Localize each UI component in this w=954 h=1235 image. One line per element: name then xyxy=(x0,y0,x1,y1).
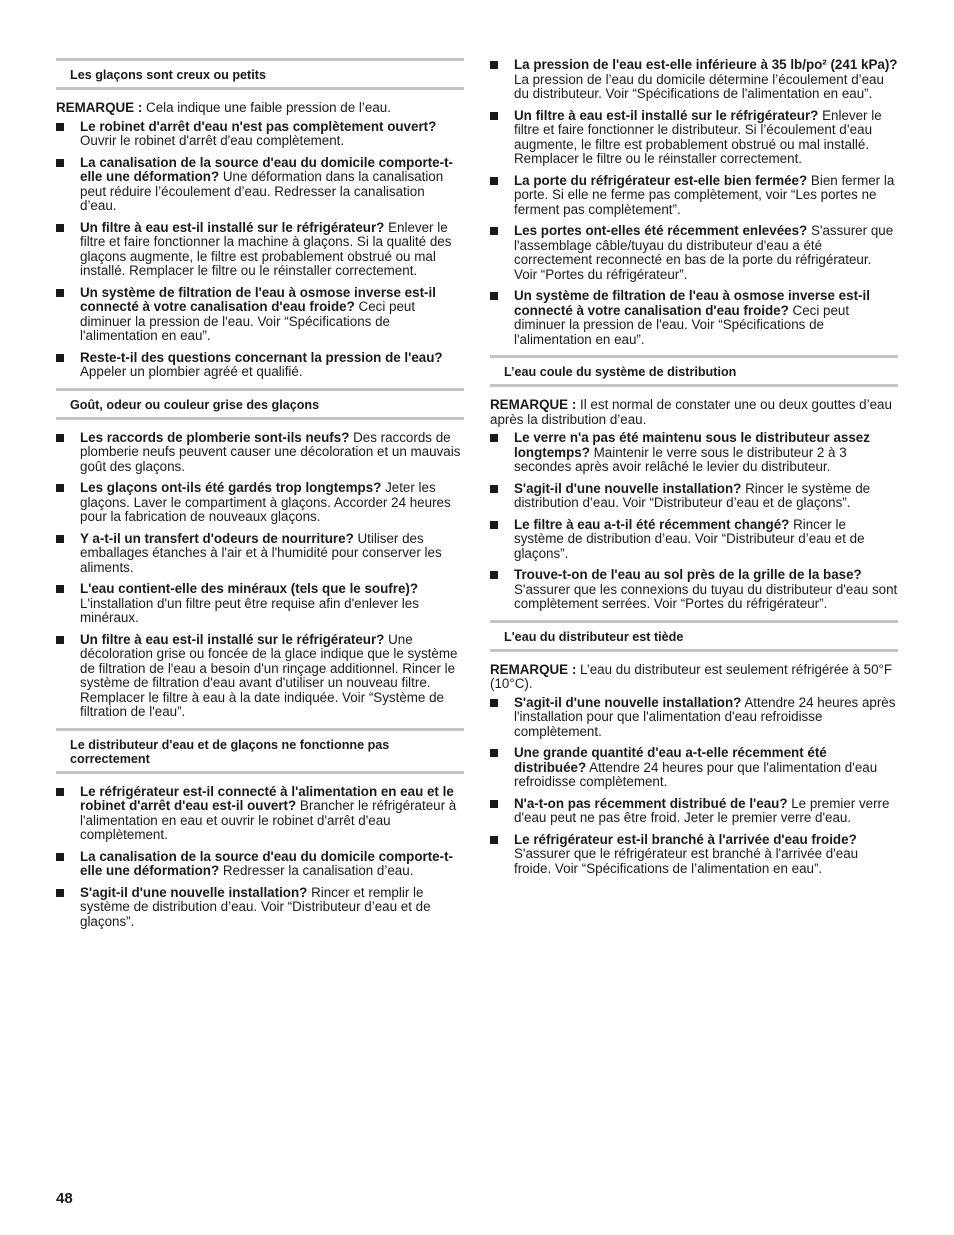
item-answer: Le premier verre d'eau peut ne pas être froid. Jeter le premier verre d'eau. xyxy=(514,795,890,825)
square-bullet-icon xyxy=(56,853,64,861)
item-question: Reste-t-il des questions concernant la pression de l'eau? xyxy=(80,349,443,365)
item-question: Le réfrigérateur est-il connecté à l'alimentation en eau et le robinet d'arrêt d'eau est-il ouvert? xyxy=(80,783,454,813)
item-question: Le réfrigérateur est-il branché à l'arrivée d'eau froide? xyxy=(514,831,857,847)
item-list xyxy=(490,431,898,612)
list-item xyxy=(56,481,464,525)
list-item xyxy=(56,431,464,475)
note-label: REMARQUE : xyxy=(56,100,143,115)
section-water-lukewarm xyxy=(490,620,898,877)
square-bullet-icon xyxy=(56,535,64,543)
item-answer: S'assurer que l'assemblage câble/tuyau du distributeur d'eau a été correctement reconnecté en bas de la porte du réfrigérateur. Voir “Portes du réfrigérateur”. xyxy=(514,223,894,282)
note xyxy=(490,398,898,427)
item-question: La pression de l'eau est-elle inférieure à 35 lb/po² (241 kPa)? xyxy=(514,57,898,72)
item-question: Une grande quantité d'eau a-t-elle récemment été distribuée? xyxy=(514,745,827,775)
item-answer: Ouvrir le robinet d'arrêt d'eau complètement. xyxy=(80,133,345,148)
square-bullet-icon xyxy=(490,699,498,707)
note-label: REMARQUE : xyxy=(490,397,577,412)
note-text: Il est normal de constater une ou deux gouttes d’eau après la distribution d’eau. xyxy=(490,397,892,427)
left-column xyxy=(56,58,464,937)
item-question: Un système de filtration de l'eau à osmose inverse est-il connecté à votre canalisation d'eau froide? xyxy=(80,284,436,314)
section-heading: Le distributeur d'eau et de glaçons ne fonctionne pas correctement xyxy=(56,728,464,774)
list-item xyxy=(490,746,898,790)
square-bullet-icon xyxy=(490,177,498,185)
item-list xyxy=(56,431,464,720)
item-question: Un filtre à eau est-il installé sur le réfrigérateur? xyxy=(80,631,385,647)
square-bullet-icon xyxy=(56,289,64,297)
item-answer: Attendre 24 heures pour que l'alimentation d'eau refroidisse complètement. xyxy=(514,759,878,789)
square-bullet-icon xyxy=(490,485,498,493)
square-bullet-icon xyxy=(56,788,64,796)
item-answer: Utiliser des emballages étanches à l'air et à l'humidité pour conserver les aliments. xyxy=(80,530,442,575)
item-answer: Rincer le système de distribution d’eau. Voir “Distributeur d’eau et de glaçons”. xyxy=(514,516,865,561)
list-item xyxy=(56,633,464,720)
item-answer: Redresser la canalisation d’eau. xyxy=(219,863,414,878)
item-answer: S'assurer que les connexions du tuyau du distributeur d'eau sont complètement serrées. Voir “Portes du réfrigérateur”. xyxy=(514,581,898,611)
item-answer: Attendre 24 heures après l'installation pour que l'alimentation d'eau refroidisse complètement. xyxy=(514,694,896,739)
list-item xyxy=(490,518,898,562)
list-item xyxy=(490,174,898,218)
item-answer: Rincer et remplir le système de distribution d’eau. Voir “Distributeur d’eau et de glaçons”. xyxy=(80,884,431,929)
square-bullet-icon xyxy=(490,571,498,579)
item-question: Un filtre à eau est-il installé sur le réfrigérateur? xyxy=(514,107,819,123)
item-answer: Rincer le système de distribution d’eau. Voir “Distributeur d’eau et de glaçons”. xyxy=(514,480,871,510)
right-column xyxy=(490,58,898,884)
list-item xyxy=(56,221,464,279)
item-answer: Une déformation dans la canalisation peut réduire l’écoulement d’eau. Redresser la canalisation d’eau. xyxy=(80,169,444,213)
square-bullet-icon xyxy=(490,836,498,844)
item-answer: Ceci peut diminuer la pression de l'eau. Voir “Spécifications de l'alimentation en eau”. xyxy=(514,302,850,347)
item-answer: Enlever le filtre et faire fonctionner le distributeur. Si l’écoulement d’eau augmente, le filtre est probablement obstrué ou mal installé. Remplacer le filtre ou le réinstaller correctement. xyxy=(514,107,882,166)
list-item xyxy=(490,696,898,740)
note-text: Cela indique une faible pression de l’eau. xyxy=(142,100,391,115)
section-dispenser-not-working-continued xyxy=(490,58,898,347)
item-answer: Appeler un plombier agréé et qualifié. xyxy=(80,364,303,379)
note xyxy=(56,101,464,116)
item-question: S'agit-il d'une nouvelle installation? xyxy=(80,884,308,900)
item-question: Un filtre à eau est-il installé sur le réfrigérateur? xyxy=(80,219,385,235)
item-answer: L'installation d'un filtre peut être requise afin d'enlever les minéraux. xyxy=(80,595,419,625)
item-list xyxy=(56,785,464,930)
note xyxy=(490,663,898,692)
list-item xyxy=(490,58,898,102)
list-item xyxy=(490,289,898,347)
section-heading: Les glaçons sont creux ou petits xyxy=(56,58,464,90)
item-question: Les raccords de plomberie sont-ils neufs? xyxy=(80,429,350,445)
item-question: N'a-t-on pas récemment distribué de l'eau? xyxy=(514,795,788,811)
section-heading: L'eau du distributeur est tiède xyxy=(490,620,898,652)
item-question: La porte du réfrigérateur est-elle bien fermée? xyxy=(514,172,808,188)
item-answer: S'assurer que le réfrigérateur est branché à l'arrivée d'eau froide. Voir “Spécifications de l’alimentation en eau”. xyxy=(514,846,859,876)
square-bullet-icon xyxy=(56,585,64,593)
square-bullet-icon xyxy=(56,224,64,232)
list-item xyxy=(56,850,464,879)
list-item xyxy=(56,886,464,930)
item-question: Les portes ont-elles été récemment enlevées? xyxy=(514,223,808,238)
item-question: Trouve-t-on de l'eau au sol près de la grille de la base? xyxy=(514,567,862,582)
list-item xyxy=(490,431,898,475)
square-bullet-icon xyxy=(490,61,498,69)
item-answer: Brancher le réfrigérateur à l'alimentation en eau et ouvrir le robinet d'arrêt d'eau complètement. xyxy=(80,798,457,842)
square-bullet-icon xyxy=(56,123,64,131)
section-heading: L’eau coule du système de distribution xyxy=(490,355,898,387)
list-item xyxy=(56,582,464,626)
item-question: S'agit-il d'une nouvelle installation? xyxy=(514,694,742,710)
item-answer: Une décoloration grise ou foncée de la glace indique que le système de filtration de l'eau a besoin d'un rinçage additionnel. Rincer le système de filtration d'eau avant d'utiliser un nouveau filtre. Remplacer le filtre à eau à la date indiquée. Voir “Système de filtration de l'eau”. xyxy=(80,631,458,719)
item-question: Le filtre à eau a-t-il été récemment changé? xyxy=(514,516,790,532)
square-bullet-icon xyxy=(56,484,64,492)
item-answer: Ceci peut diminuer la pression de l'eau. Voir “Spécifications de l'alimentation en eau”. xyxy=(80,299,416,343)
item-list xyxy=(56,120,464,380)
item-answer: Enlever le filtre et faire fonctionner la machine à glaçons. Si la qualité des glaçons augmente, le filtre est probablement obstrué ou mal installé. Remplacer le filtre ou le réinstaller correctement. xyxy=(80,219,452,278)
page-number: 48 xyxy=(56,1190,73,1207)
list-item xyxy=(56,120,464,149)
item-answer: Maintenir le verre sous le distributeur 2 à 3 secondes après avoir relâché le levier du distributeur. xyxy=(514,444,847,474)
item-answer: La pression de l’eau du domicile détermine l’écoulement d’eau du distributeur. Voir “Spécifications de l'alimentation en eau”. xyxy=(514,71,884,101)
item-question: Y a-t-il un transfert d'odeurs de nourriture? xyxy=(80,530,354,546)
item-question: La canalisation de la source d'eau du domicile comporte-t-elle une déformation? xyxy=(80,848,453,878)
square-bullet-icon xyxy=(56,159,64,167)
item-question: L'eau contient-elle des minéraux (tels que le soufre)? xyxy=(80,581,419,596)
square-bullet-icon xyxy=(490,800,498,808)
list-item xyxy=(490,482,898,511)
square-bullet-icon xyxy=(490,292,498,300)
list-item xyxy=(490,833,898,877)
item-answer: Jeter les glaçons. Laver le compartiment à glaçons. Accorder 24 heures pour la fabrication de nouveaux glaçons. xyxy=(80,480,451,524)
square-bullet-icon xyxy=(56,434,64,442)
square-bullet-icon xyxy=(490,521,498,529)
list-item xyxy=(490,797,898,826)
list-item xyxy=(56,156,464,214)
item-answer: Des raccords de plomberie neufs peuvent causer une décoloration et un mauvais goût des glaçons. xyxy=(80,429,461,474)
section-water-leaks xyxy=(490,355,898,612)
item-list xyxy=(490,58,898,347)
list-item xyxy=(56,286,464,344)
square-bullet-icon xyxy=(490,227,498,235)
square-bullet-icon xyxy=(490,112,498,120)
list-item xyxy=(490,224,898,282)
section-heading: Goût, odeur ou couleur grise des glaçons xyxy=(56,388,464,420)
list-item xyxy=(56,785,464,843)
note-text: L’eau du distributeur est seulement réfrigérée à 50°F (10°C). xyxy=(490,661,893,691)
note-label: REMARQUE : xyxy=(490,661,577,677)
item-question: Le verre n'a pas été maintenu sous le distributeur assez longtemps? xyxy=(514,430,870,460)
square-bullet-icon xyxy=(56,889,64,897)
item-question: Les glaçons ont-ils été gardés trop longtemps? xyxy=(80,480,382,495)
item-question: Un système de filtration de l'eau à osmose inverse est-il connecté à votre canalisation d'eau froide? xyxy=(514,288,870,318)
item-question: S'agit-il d'une nouvelle installation? xyxy=(514,480,742,496)
section-taste-odor xyxy=(56,388,464,720)
list-item xyxy=(56,532,464,576)
square-bullet-icon xyxy=(56,354,64,362)
square-bullet-icon xyxy=(56,636,64,644)
section-hollow-ice xyxy=(56,58,464,380)
item-list xyxy=(490,696,898,877)
square-bullet-icon xyxy=(490,434,498,442)
list-item xyxy=(56,351,464,380)
item-question: La canalisation de la source d'eau du domicile comporte-t-elle une déformation? xyxy=(80,154,453,184)
list-item xyxy=(490,568,898,612)
square-bullet-icon xyxy=(490,749,498,757)
section-dispenser-not-working xyxy=(56,728,464,930)
item-question: Le robinet d'arrêt d'eau n'est pas complètement ouvert? xyxy=(80,118,437,134)
list-item xyxy=(490,109,898,167)
item-answer: Bien fermer la porte. Si elle ne ferme pas complètement, voir “Les portes ne ferment pas complètement”. xyxy=(514,172,895,217)
